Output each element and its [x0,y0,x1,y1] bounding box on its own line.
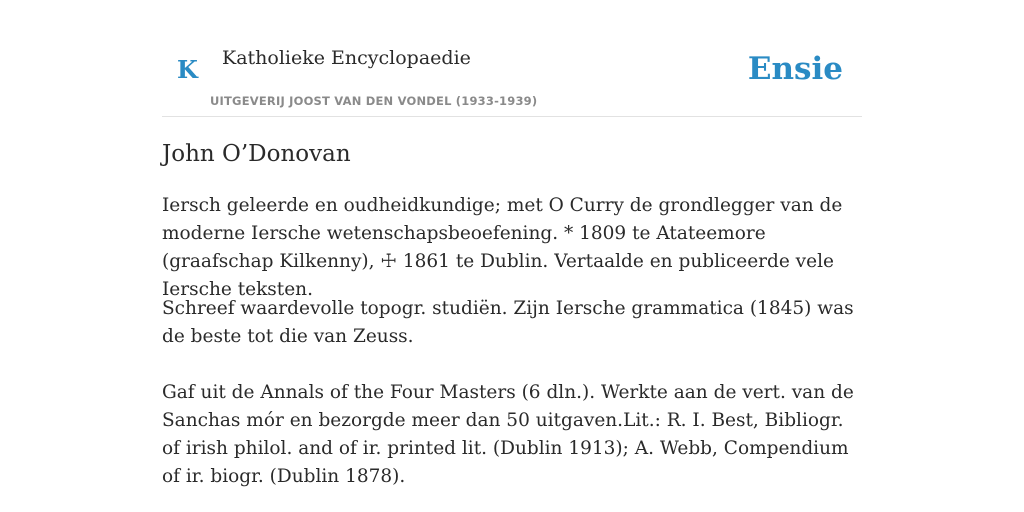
ensie-brand-logo[interactable]: Ensie [747,51,843,87]
article-paragraph-3: Gaf uit de Annals of the Four Masters (6 dln.). Werkte aan de vert. van de Sanchas mór en bezorgde meer dan 50 uitgaven.Lit.: R. I. Best, Bibliogr. of irish philol. and of ir. printed lit. (Dublin 1913); A. Webb, Compendium of ir. biogr. (Dublin 1878). [162,382,854,487]
site-header [162,0,862,117]
encyclopedia-logo[interactable]: K [177,55,198,84]
article-paragraph-1: Iersch geleerde en oudheidkundige; met O Curry de grondlegger van de moderne Iersche wetenschapsbeoefening. * 1809 te Atateemore (graafschap Kilkenny), ☩ 1861 te Dublin. Vertaalde en publiceerde vele Iersche teksten. [162,195,843,300]
publisher-subtitle: UITGEVERIJ JOOST VAN DEN VONDEL (1933-1939) [210,94,538,108]
article-title: John O’Donovan [162,141,351,167]
article-paragraph-2: Schreef waardevolle topogr. studiën. Zijn Iersche grammatica (1845) was de beste tot die van Zeuss. [162,298,854,347]
site-title-link[interactable]: Katholieke Encyclopaedie [222,47,471,69]
